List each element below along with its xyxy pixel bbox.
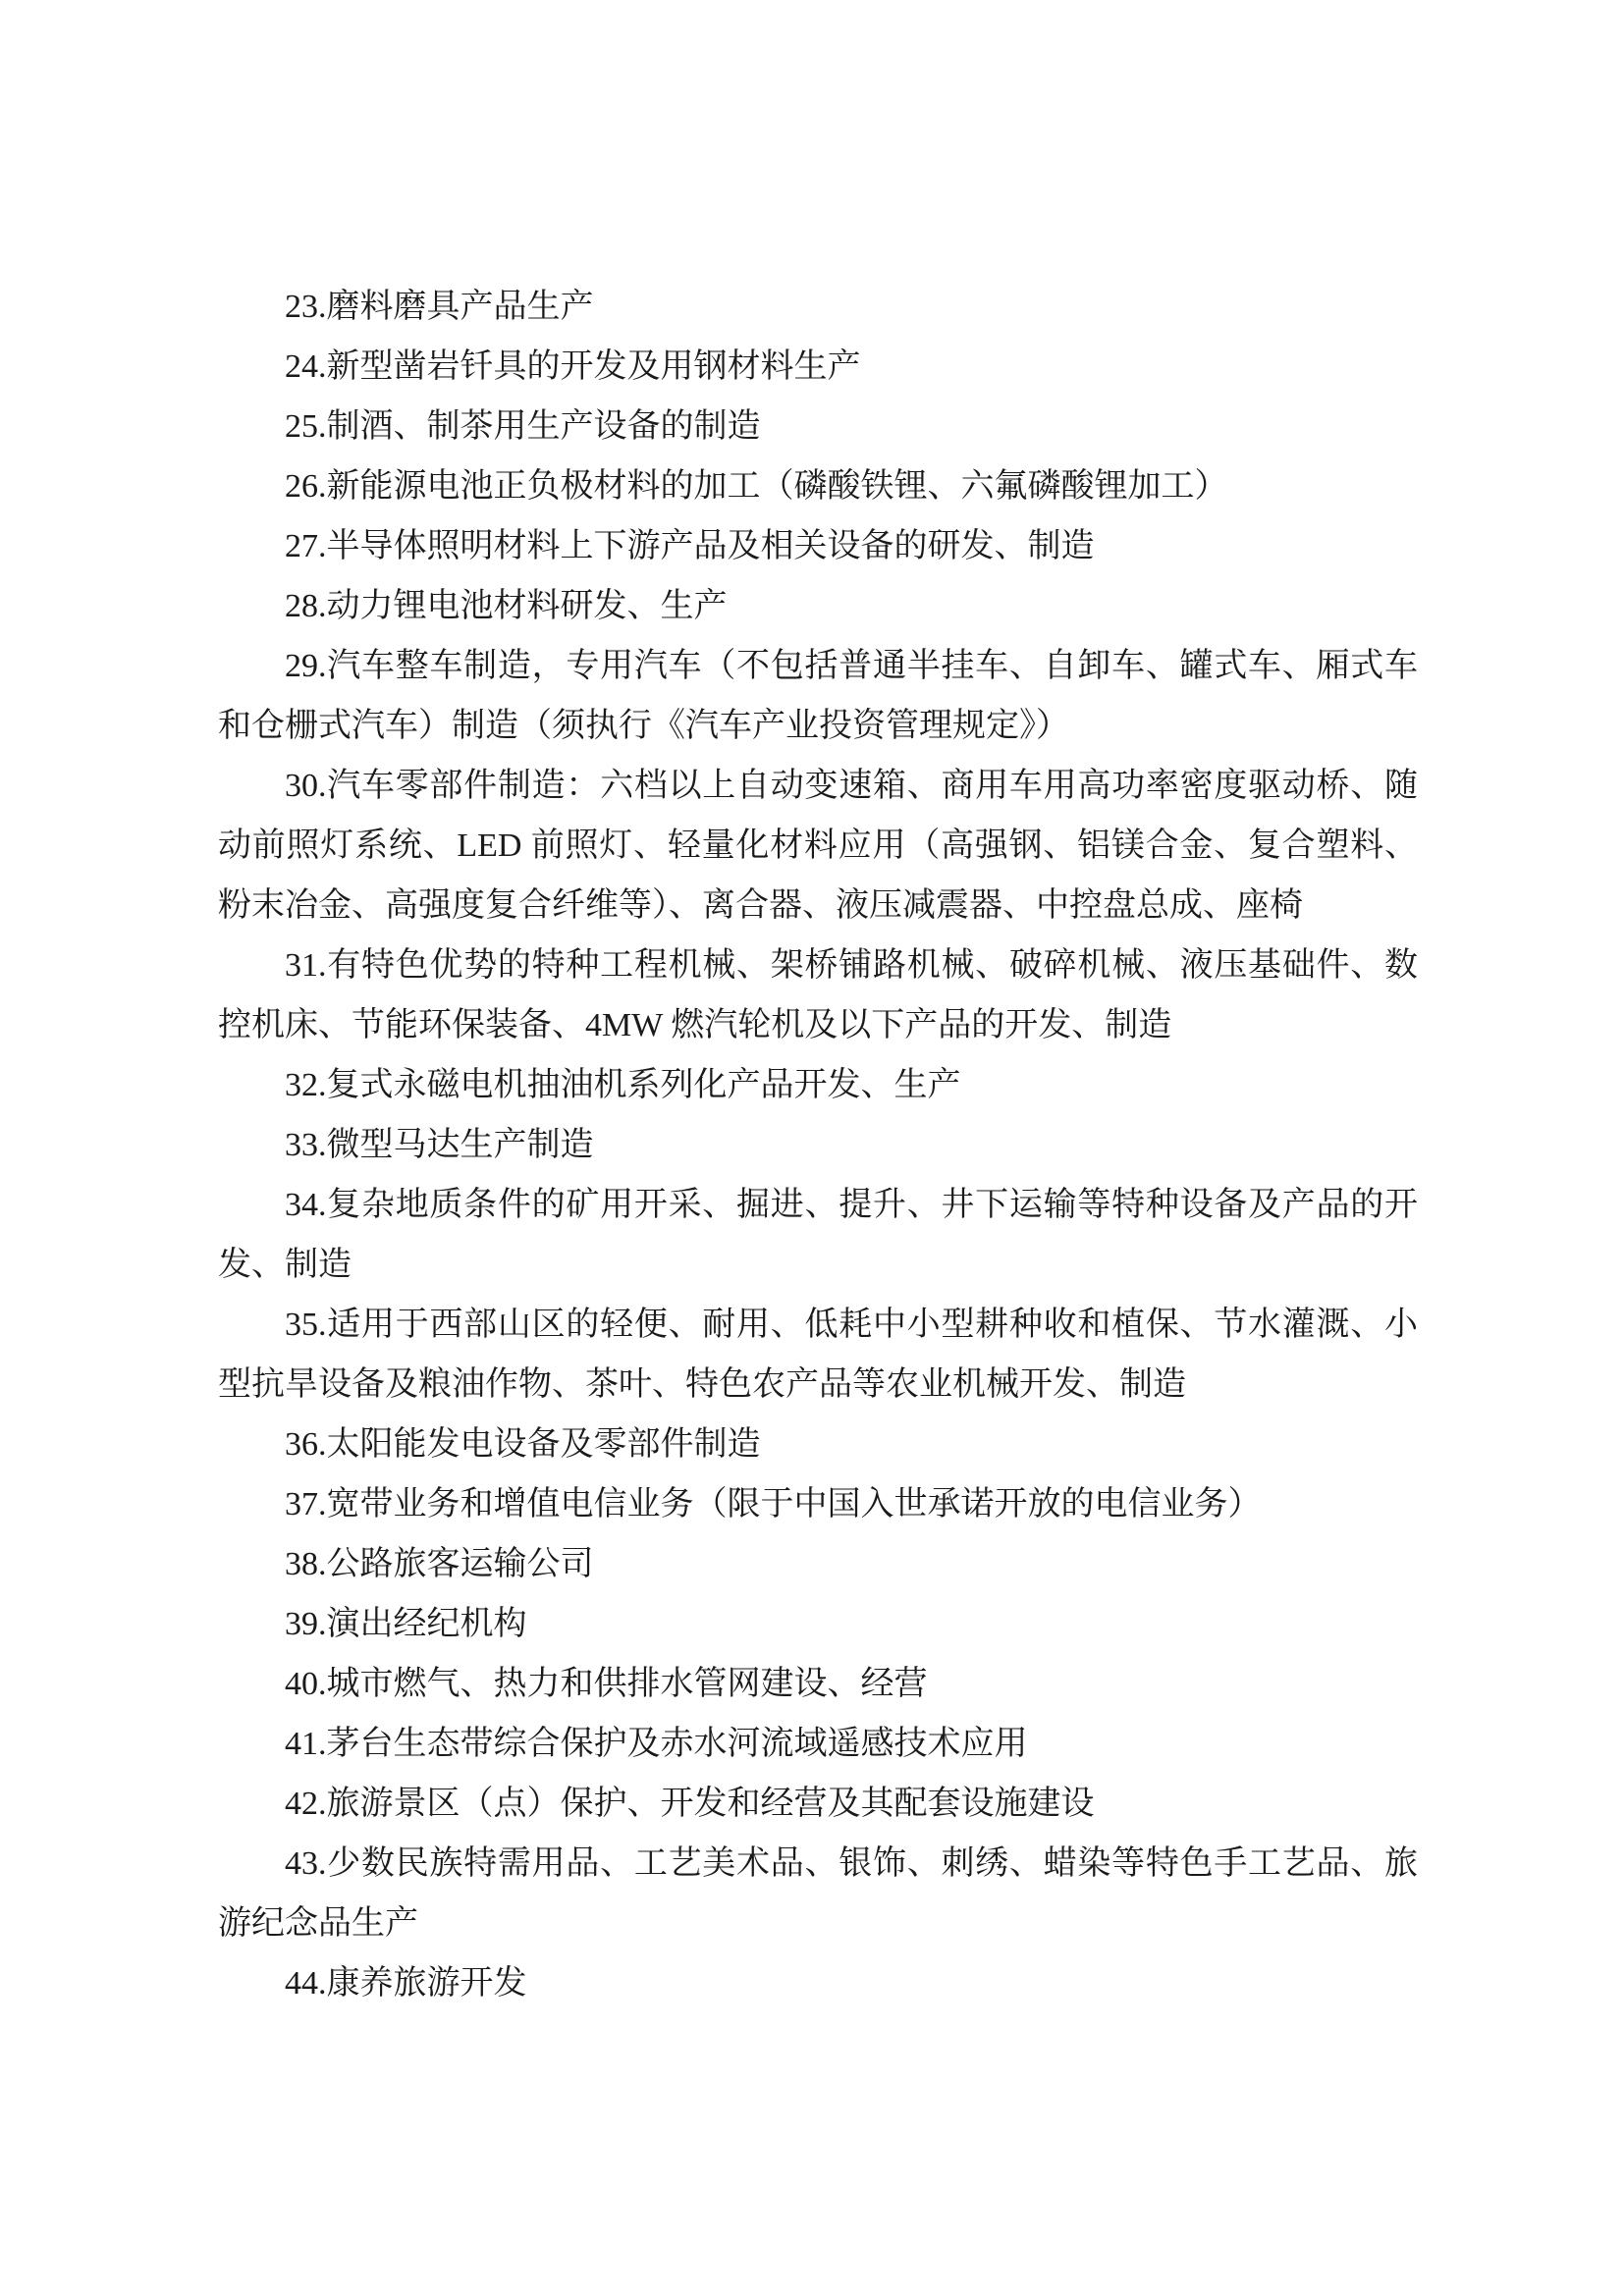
list-item-24: 24.新型凿岩钎具的开发及用钢材料生产 [285,348,861,385]
list-item-43: 43.少数民族特需用品、工艺美术品、银饰、刺绣、蜡染等特色手工艺品、旅游纪念品生产 [218,1845,1418,1942]
list-item-42: 42.旅游景区（点）保护、开发和经营及其配套设施建设 [285,1786,1095,1822]
list-item-31: 31.有特色优势的特种工程机械、架桥铺路机械、破碎机械、液压基础件、数控机床、节能环保装备、4MW 燃汽轮机及以下产品的开发、制造 [218,947,1418,1043]
list-item-39: 39.演出经纪机构 [285,1606,527,1642]
list-item-34: 34.复杂地质条件的矿用开采、掘进、提升、井下运输等特种设备及产品的开发、制造 [218,1187,1418,1283]
list-item-44: 44.康养旅游开发 [285,1965,527,2002]
list-item-25: 25.制酒、制茶用生产设备的制造 [285,408,761,445]
list-item-35: 35.适用于西部山区的轻便、耐用、低耗中小型耕种收和植保、节水灌溉、小型抗旱设备及粮油作物、茶叶、特色农产品等农业机械开发、制造 [218,1307,1418,1403]
list-item-38: 38.公路旅客运输公司 [285,1546,594,1582]
numbered-list [218,277,1418,2013]
list-item-30: 30.汽车零部件制造：六档以上自动变速箱、商用车用高功率密度驱动桥、随动前照灯系统、LED 前照灯、轻量化材料应用（高强钢、铝镁合金、复合塑料、粉末冶金、高强度复合纤维等）、离合器、液压减震器、中控盘总成、座椅 [218,768,1418,924]
list-item-33: 33.微型马达生产制造 [285,1127,594,1163]
list-item-32: 32.复式永磁电机抽油机系列化产品开发、生产 [285,1067,961,1103]
list-item-41: 41.茅台生态带综合保护及赤水河流域遥感技术应用 [285,1726,1028,1762]
list-item-40: 40.城市燃气、热力和供排水管网建设、经营 [285,1666,928,1702]
list-item-27: 27.半导体照明材料上下游产品及相关设备的研发、制造 [285,528,1095,564]
list-item-37: 37.宽带业务和增值电信业务（限于中国入世承诺开放的电信业务） [285,1486,1262,1522]
list-item-36: 36.太阳能发电设备及零部件制造 [285,1426,761,1463]
list-item-28: 28.动力锂电池材料研发、生产 [285,588,728,624]
list-item-26: 26.新能源电池正负极材料的加工（磷酸铁锂、六氟磷酸锂加工） [285,468,1228,505]
list-item-23: 23.磨料磨具产品生产 [285,289,594,325]
list-item-29: 29.汽车整车制造，专用汽车（不包括普通半挂车、自卸车、罐式车、厢式车和仓栅式汽车）制造（须执行《汽车产业投资管理规定》） [218,648,1418,744]
